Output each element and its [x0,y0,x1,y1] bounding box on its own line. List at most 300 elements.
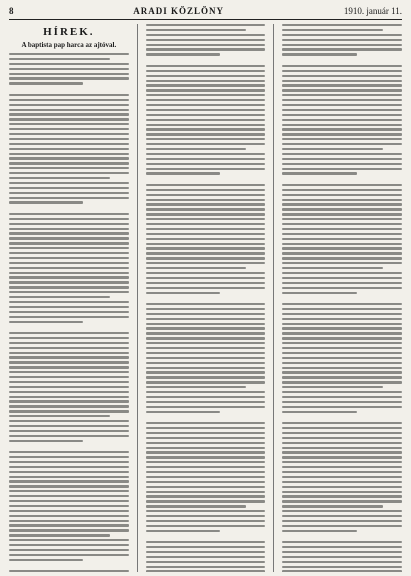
text-line-placeholder [9,128,129,130]
text-line-placeholder [146,114,266,116]
text-line-placeholder [146,396,266,398]
text-line-placeholder [146,189,266,191]
text-line-placeholder [282,158,402,160]
text-line-placeholder [282,267,383,269]
text-line-placeholder [282,401,402,403]
text-line-placeholder [146,520,266,522]
text-line-placeholder [9,94,129,96]
text-line-placeholder [146,570,266,572]
text-line-placeholder [146,233,266,235]
text-line-placeholder [146,65,266,67]
text-line-placeholder [146,541,266,543]
text-line-placeholder [146,332,266,334]
text-line-placeholder [9,549,129,551]
paragraph-gap [9,325,129,329]
text-line-placeholder [282,282,402,284]
text-line-placeholder [282,148,383,150]
text-line-placeholder [9,148,129,150]
text-line-placeholder [282,427,402,429]
text-line-placeholder [282,133,402,135]
text-line-placeholder [282,520,402,522]
text-line-placeholder [282,199,402,201]
text-line-placeholder [282,104,402,106]
column-3-text [282,24,402,572]
text-line-placeholder [282,442,402,444]
text-line-placeholder [146,352,266,354]
text-line-placeholder [282,109,402,111]
text-line-placeholder [146,318,266,320]
text-line-placeholder [9,167,129,169]
text-line-placeholder [282,466,402,468]
text-line-placeholder [9,58,110,60]
text-line-placeholder [146,451,266,453]
text-line-placeholder [146,401,266,403]
text-line-placeholder [146,515,266,517]
text-line-placeholder [146,148,247,150]
text-line-placeholder [9,471,129,473]
text-line-placeholder [146,292,220,294]
text-line-placeholder [146,461,266,463]
text-line-placeholder [146,447,266,449]
text-line-placeholder [282,128,402,130]
text-line-placeholder [9,267,129,269]
text-line-placeholder [146,80,266,82]
column-2-text [146,24,266,572]
text-line-placeholder [9,559,83,561]
text-line-placeholder [146,138,266,140]
text-line-placeholder [282,367,402,369]
text-line-placeholder [282,194,402,196]
text-line-placeholder [282,143,402,145]
text-line-placeholder [282,476,402,478]
text-line-placeholder [146,308,266,310]
text-line-placeholder [146,561,266,563]
text-line-placeholder [282,153,402,155]
text-line-placeholder [282,362,402,364]
text-line-placeholder [9,490,129,492]
text-line-placeholder [146,168,266,170]
issue-date: 1910. január 11. [343,6,402,16]
text-line-placeholder [282,292,356,294]
text-line-placeholder [146,128,266,130]
text-line-placeholder [9,306,129,308]
text-line-placeholder [9,77,129,79]
text-line-placeholder [9,296,110,298]
text-line-placeholder [9,466,129,468]
text-line-placeholder [146,39,266,41]
text-line-placeholder [9,554,129,556]
text-line-placeholder [282,376,402,378]
text-line-placeholder [9,63,129,65]
text-line-placeholder [9,524,129,526]
text-line-placeholder [146,84,266,86]
text-line-placeholder [146,367,266,369]
text-line-placeholder [282,233,402,235]
section-title: HÍREK. [43,26,95,38]
text-line-placeholder [146,287,266,289]
text-line-placeholder [9,291,129,293]
text-line-placeholder [282,352,402,354]
text-line-placeholder [146,218,266,220]
text-line-placeholder [282,303,402,305]
text-line-placeholder [9,162,129,164]
text-line-placeholder [146,456,266,458]
text-line-placeholder [9,539,129,541]
text-line-placeholder [282,203,402,205]
text-line-placeholder [282,213,402,215]
text-line-placeholder [146,337,266,339]
text-line-placeholder [9,400,129,402]
text-line-placeholder [9,425,129,427]
text-line-placeholder [282,541,402,543]
text-line-placeholder [282,223,402,225]
paragraph-gap [282,296,402,300]
text-line-placeholder [282,243,402,245]
text-line-placeholder [9,515,129,517]
text-line-placeholder [146,566,266,568]
text-line-placeholder [9,410,129,412]
text-line-placeholder [146,495,266,497]
text-line-placeholder [9,430,129,432]
text-line-placeholder [146,119,266,121]
paragraph-gap [9,444,129,448]
text-line-placeholder [146,347,266,349]
text-line-placeholder [146,476,266,478]
text-line-placeholder [146,323,266,325]
text-line-placeholder [9,529,129,531]
text-line-placeholder [9,520,129,522]
text-line-placeholder [146,252,266,254]
text-line-placeholder [9,192,129,194]
text-line-placeholder [146,371,266,373]
column-1-text [9,53,129,572]
text-line-placeholder [282,172,356,174]
paragraph-gap [282,415,402,419]
text-line-placeholder [9,534,110,536]
text-line-placeholder [146,376,266,378]
paper-title: ARADI KÖZLÖNY [133,6,225,16]
text-line-placeholder [146,143,266,145]
text-line-placeholder [9,461,129,463]
text-line-placeholder [146,471,266,473]
text-line-placeholder [282,208,402,210]
text-line-placeholder [282,262,402,264]
page-number: 8 [9,6,14,16]
text-line-placeholder [146,75,266,77]
text-line-placeholder [282,337,402,339]
text-line-placeholder [9,118,129,120]
text-line-placeholder [282,53,356,55]
text-line-placeholder [146,525,266,527]
text-line-placeholder [146,272,266,274]
text-line-placeholder [146,109,266,111]
paragraph-gap [146,58,266,62]
text-line-placeholder [9,113,129,115]
text-line-placeholder [282,70,402,72]
paragraph-gap [9,206,129,210]
text-line-placeholder [282,525,402,527]
text-line-placeholder [146,99,266,101]
paragraph-gap [282,58,402,62]
text-line-placeholder [9,381,129,383]
text-line-placeholder [282,80,402,82]
text-line-placeholder [9,133,129,135]
text-line-placeholder [146,153,266,155]
text-line-placeholder [146,411,220,413]
text-line-placeholder [9,276,129,278]
text-line-placeholder [282,500,402,502]
text-line-placeholder [282,308,402,310]
text-line-placeholder [9,356,129,358]
text-line-placeholder [9,332,129,334]
text-line-placeholder [282,327,402,329]
text-line-placeholder [9,321,83,323]
text-line-placeholder [9,301,129,303]
text-line-placeholder [9,272,129,274]
text-line-placeholder [146,94,266,96]
text-line-placeholder [282,570,402,572]
text-line-placeholder [146,530,220,532]
text-line-placeholder [9,104,129,106]
text-line-placeholder [282,138,402,140]
text-line-placeholder [9,405,129,407]
text-line-placeholder [146,362,266,364]
text-line-placeholder [282,24,402,26]
text-line-placeholder [9,187,129,189]
text-line-placeholder [146,257,266,259]
text-line-placeholder [9,485,129,487]
text-line-placeholder [9,68,129,70]
text-columns [9,24,402,572]
text-line-placeholder [146,313,266,315]
text-line-placeholder [282,461,402,463]
text-line-placeholder [146,505,247,507]
text-line-placeholder [282,119,402,121]
text-line-placeholder [146,381,266,383]
text-line-placeholder [282,566,402,568]
text-line-placeholder [9,73,129,75]
text-line-placeholder [146,133,266,135]
text-line-placeholder [282,318,402,320]
text-line-placeholder [282,277,402,279]
text-line-placeholder [282,432,402,434]
text-line-placeholder [282,247,402,249]
paragraph-gap [146,296,266,300]
text-line-placeholder [146,432,266,434]
text-line-placeholder [146,357,266,359]
text-line-placeholder [9,342,129,344]
text-line-placeholder [282,396,402,398]
text-line-placeholder [282,510,402,512]
text-line-placeholder [282,561,402,563]
text-line-placeholder [9,316,129,318]
text-line-placeholder [282,437,402,439]
text-line-placeholder [9,456,129,458]
text-line-placeholder [9,232,129,234]
text-line-placeholder [146,481,266,483]
text-line-placeholder [9,391,129,393]
text-line-placeholder [9,415,110,417]
masthead-rule [9,19,402,20]
column-2 [137,24,266,572]
text-line-placeholder [282,48,402,50]
text-line-placeholder [9,182,129,184]
text-line-placeholder [282,34,402,36]
text-line-placeholder [146,213,266,215]
text-line-placeholder [146,262,266,264]
text-line-placeholder [146,29,247,31]
text-line-placeholder [9,476,129,478]
paragraph-gap [146,535,266,539]
text-line-placeholder [9,197,129,199]
column-1 [9,24,129,572]
text-line-placeholder [9,286,129,288]
text-line-placeholder [282,84,402,86]
text-line-placeholder [146,551,266,553]
text-line-placeholder [146,303,266,305]
text-line-placeholder [9,440,83,442]
text-line-placeholder [146,104,266,106]
text-line-placeholder [282,447,402,449]
text-line-placeholder [9,252,129,254]
text-line-placeholder [146,267,247,269]
text-line-placeholder [282,189,402,191]
text-line-placeholder [282,495,402,497]
text-line-placeholder [9,570,129,572]
text-line-placeholder [282,515,402,517]
paragraph-gap [282,177,402,181]
text-line-placeholder [282,551,402,553]
paragraph-gap [146,177,266,181]
text-line-placeholder [282,228,402,230]
text-line-placeholder [9,500,129,502]
text-line-placeholder [9,366,129,368]
text-line-placeholder [9,311,129,313]
text-line-placeholder [282,332,402,334]
text-line-placeholder [9,153,129,155]
text-line-placeholder [146,442,266,444]
text-line-placeholder [9,435,129,437]
text-line-placeholder [282,257,402,259]
text-line-placeholder [146,342,266,344]
paragraph-gap [9,564,129,568]
text-line-placeholder [282,471,402,473]
text-line-placeholder [282,456,402,458]
text-line-placeholder [9,99,129,101]
text-line-placeholder [146,386,247,388]
text-line-placeholder [282,546,402,548]
text-line-placeholder [9,247,129,249]
text-line-placeholder [282,287,402,289]
text-line-placeholder [146,223,266,225]
text-line-placeholder [9,218,129,220]
text-line-placeholder [9,371,129,373]
text-line-placeholder [282,347,402,349]
text-line-placeholder [9,109,129,111]
text-line-placeholder [146,124,266,126]
text-line-placeholder [9,82,83,84]
text-line-placeholder [146,427,266,429]
text-line-placeholder [146,277,266,279]
text-line-placeholder [282,163,402,165]
text-line-placeholder [282,313,402,315]
text-line-placeholder [9,361,129,363]
text-line-placeholder [146,34,266,36]
text-line-placeholder [9,262,129,264]
text-line-placeholder [9,257,129,259]
text-line-placeholder [146,53,220,55]
text-line-placeholder [282,342,402,344]
text-line-placeholder [9,544,129,546]
text-line-placeholder [146,243,266,245]
text-line-placeholder [9,237,129,239]
text-line-placeholder [146,391,266,393]
text-line-placeholder [146,282,266,284]
text-line-placeholder [282,530,356,532]
text-line-placeholder [282,505,383,507]
text-line-placeholder [9,376,129,378]
text-line-placeholder [146,500,266,502]
text-line-placeholder [282,29,383,31]
text-line-placeholder [146,172,220,174]
headline: A baptista pap harca az ajtóval. [21,41,117,49]
text-line-placeholder [146,89,266,91]
paragraph-gap [146,415,266,419]
text-line-placeholder [146,327,266,329]
text-line-placeholder [146,184,266,186]
text-line-placeholder [146,158,266,160]
text-line-placeholder [9,228,129,230]
text-line-placeholder [9,347,129,349]
text-line-placeholder [9,123,129,125]
text-line-placeholder [146,406,266,408]
text-line-placeholder [282,481,402,483]
text-line-placeholder [9,352,129,354]
text-line-placeholder [9,223,129,225]
text-line-placeholder [9,396,129,398]
text-line-placeholder [146,486,266,488]
text-line-placeholder [282,371,402,373]
text-line-placeholder [146,556,266,558]
masthead [9,6,402,16]
text-line-placeholder [9,242,129,244]
text-line-placeholder [9,510,129,512]
text-line-placeholder [9,143,129,145]
text-line-placeholder [282,124,402,126]
text-line-placeholder [282,218,402,220]
text-line-placeholder [9,386,129,388]
text-line-placeholder [146,199,266,201]
text-line-placeholder [282,386,383,388]
text-line-placeholder [282,451,402,453]
text-line-placeholder [282,238,402,240]
text-line-placeholder [146,422,266,424]
text-line-placeholder [282,272,402,274]
text-line-placeholder [146,247,266,249]
text-line-placeholder [9,495,129,497]
paragraph-gap [9,87,129,91]
text-line-placeholder [146,203,266,205]
text-line-placeholder [146,510,266,512]
text-line-placeholder [146,163,266,165]
text-line-placeholder [146,228,266,230]
text-line-placeholder [9,281,129,283]
text-line-placeholder [282,406,402,408]
column-3 [273,24,402,572]
text-line-placeholder [282,486,402,488]
text-line-placeholder [9,201,83,203]
text-line-placeholder [9,157,129,159]
